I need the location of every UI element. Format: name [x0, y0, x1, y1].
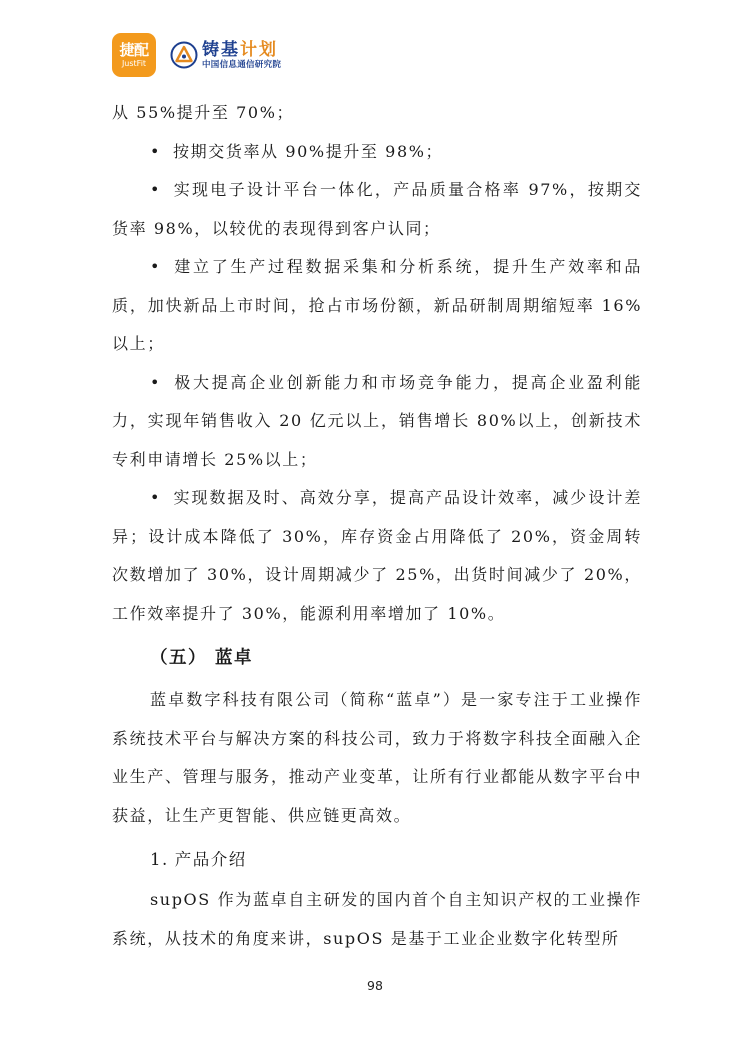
bullet-dot-icon: • [150, 257, 162, 276]
bullet-item: • 实现电子设计平台一体化，产品质量合格率 97%，按期交货率 98%，以较优的表现得到客户认同； [112, 180, 642, 238]
bullet-dot-icon: • [150, 488, 162, 507]
justfit-logo [112, 33, 156, 77]
document-body [112, 94, 642, 958]
zhuji-triangle-icon [170, 41, 198, 69]
subsection-heading [150, 841, 642, 879]
zhuji-plan-logo [170, 40, 281, 71]
bullet-item: • 极大提高企业创新能力和市场竞争能力，提高企业盈利能力，实现年销售收入 20 亿元以上，销售增长 80%以上，创新技术专利申请增长 25%以上； [112, 372, 642, 469]
plan-subtitle: 中国信息通信研究院 [202, 59, 282, 70]
bullet-dot-icon: • [150, 141, 162, 161]
bullet-dot-icon: • [150, 372, 162, 392]
subsection-number: 1. [150, 850, 169, 869]
page-header [112, 32, 281, 78]
bullet-dot-icon: • [150, 180, 162, 199]
section-heading [150, 639, 642, 677]
intro-paragraph: 蓝卓数字科技有限公司（简称“蓝卓”）是一家专注于工业操作系统技术平台与解决方案的科技公司，致力于将数字科技全面融入企业生产、管理与服务，推动产业变革，让所有行业都能从数字平台中获益，让生产更智能、供应链更高效。 [112, 690, 642, 825]
product-paragraph: supOS 作为蓝卓自主研发的国内首个自主知识产权的工业操作系统，从技术的角度来讲，supOS 是基于工业企业数字化转型所 [112, 890, 642, 948]
section-title: 蓝卓 [215, 648, 253, 668]
bullet-item: • 实现数据及时、高效分享，提高产品设计效率，减少设计差异；设计成本降低了 30%，库存资金占用降低了 20%，资金周转次数增加了 30%，设计周期减少了 25%，出货时间减少了 20%，工作效率提升了 30%，能源利用率增加了 10%。 [112, 488, 642, 623]
justfit-logo-en: JustFit [121, 58, 147, 68]
section-number: （五） [150, 648, 207, 668]
justfit-logo-cn: 捷配 [119, 40, 149, 59]
continuation-line: 从 55%提升至 70%； [112, 103, 295, 122]
bullet-item: • 建立了生产过程数据采集和分析系统，提升生产效率和品质，加快新品上市时间，抢占市场份额，新品研制周期缩短率 16%以上； [112, 257, 642, 353]
plan-title: 铸基计划 [202, 39, 278, 60]
page-number: 98 [367, 978, 383, 993]
bullet-item: • 按期交货率从 90%提升至 98%； [150, 141, 444, 161]
subsection-title: 产品介绍 [174, 850, 247, 869]
